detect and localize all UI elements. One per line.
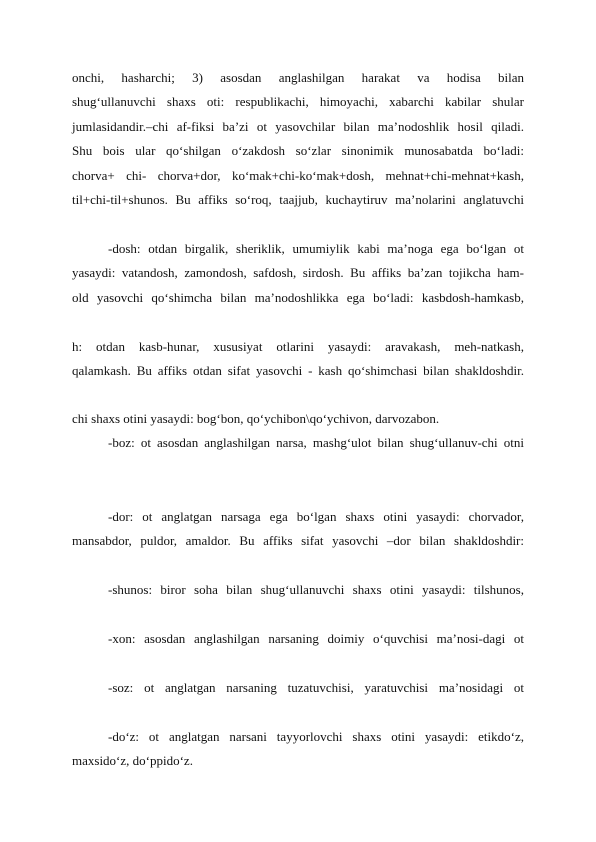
text-line: yasaydi: vatandosh, zamondosh, safdosh, sirdosh. Bu affiks ba’zan tojikcha ham- xyxy=(72,265,524,280)
text-line: -do‘z: ot anglatgan narsani tayyorlovchi shaxs otini yasaydi: etikdo‘z, xyxy=(108,729,524,744)
text-line: jumlasidandir.–chi af-fiksi ba’zi ot yasovchilar bilan ma’nodoshlik hosil qiladi. xyxy=(72,119,524,134)
text-line: onchi, hasharchi; 3) asosdan anglashilgan harakat va hodisa bilan xyxy=(72,70,524,85)
text-line: -boz: ot asosdan anglashilgan narsa, mashg‘ulot bilan shug‘ullanuv-chi otni xyxy=(108,435,524,450)
text-line: qalamkash. Bu affiks otdan sifat yasovchi - kash qo‘shimchasi bilan shakldoshdir. xyxy=(72,363,524,378)
text-line: chi shaxs otini yasaydi: bog‘bon, qo‘ychibon\qo‘ychivon, darvozabon. xyxy=(72,411,440,426)
text-line: chorva+ chi- chorva+dor, ko‘mak+chi-ko‘mak+dosh, mehnat+chi-mehnat+kash, xyxy=(72,168,524,183)
text-line: Shu bois ular qo‘shilgan o‘zakdosh so‘zlar sinonimik munosabatda bo‘ladi: xyxy=(72,143,524,158)
text-line: til+chi-til+shunos. Bu affiks so‘roq, taajjub, kuchaytiruv ma’nolarini anglatuvchi xyxy=(72,192,524,207)
text-line: -soz: ot anglatgan narsaning tuzatuvchisi, yaratuvchisi ma’nosidagi ot xyxy=(108,680,524,695)
text-line: old yasovchi qo‘shimcha bilan ma’nodoshlikka ega bo‘ladi: kasbdosh-hamkasb, xyxy=(72,290,524,305)
text-line: -xon: asosdan anglashilgan narsaning doimiy o‘quvchisi ma’nosi-dagi ot xyxy=(108,631,524,646)
text-line: mansabdor, puldor, amaldor. Bu affiks sifat yasovchi –dor bilan shakldoshdir: xyxy=(72,533,524,548)
text-line: -dor: ot anglatgan narsaga ega bo‘lgan shaxs otini yasaydi: chorvador, xyxy=(108,509,524,524)
text-line: -shunos: biror soha bilan shug‘ullanuvchi shaxs otini yasaydi: tilshunos, xyxy=(108,582,524,597)
text-line: h: otdan kasb-hunar, xususiyat otlarini yasaydi: aravakash, meh-natkash, xyxy=(72,339,524,354)
text-line: shug‘ullanuvchi shaxs oti: respublikachi, himoyachi, xabarchi kabilar shular xyxy=(72,94,524,109)
text-line: maxsido‘z, do‘ppido‘z. xyxy=(72,753,193,768)
text-line: -dosh: otdan birgalik, sheriklik, umumiylik kabi ma’noga ega bo‘lgan ot xyxy=(108,241,524,256)
